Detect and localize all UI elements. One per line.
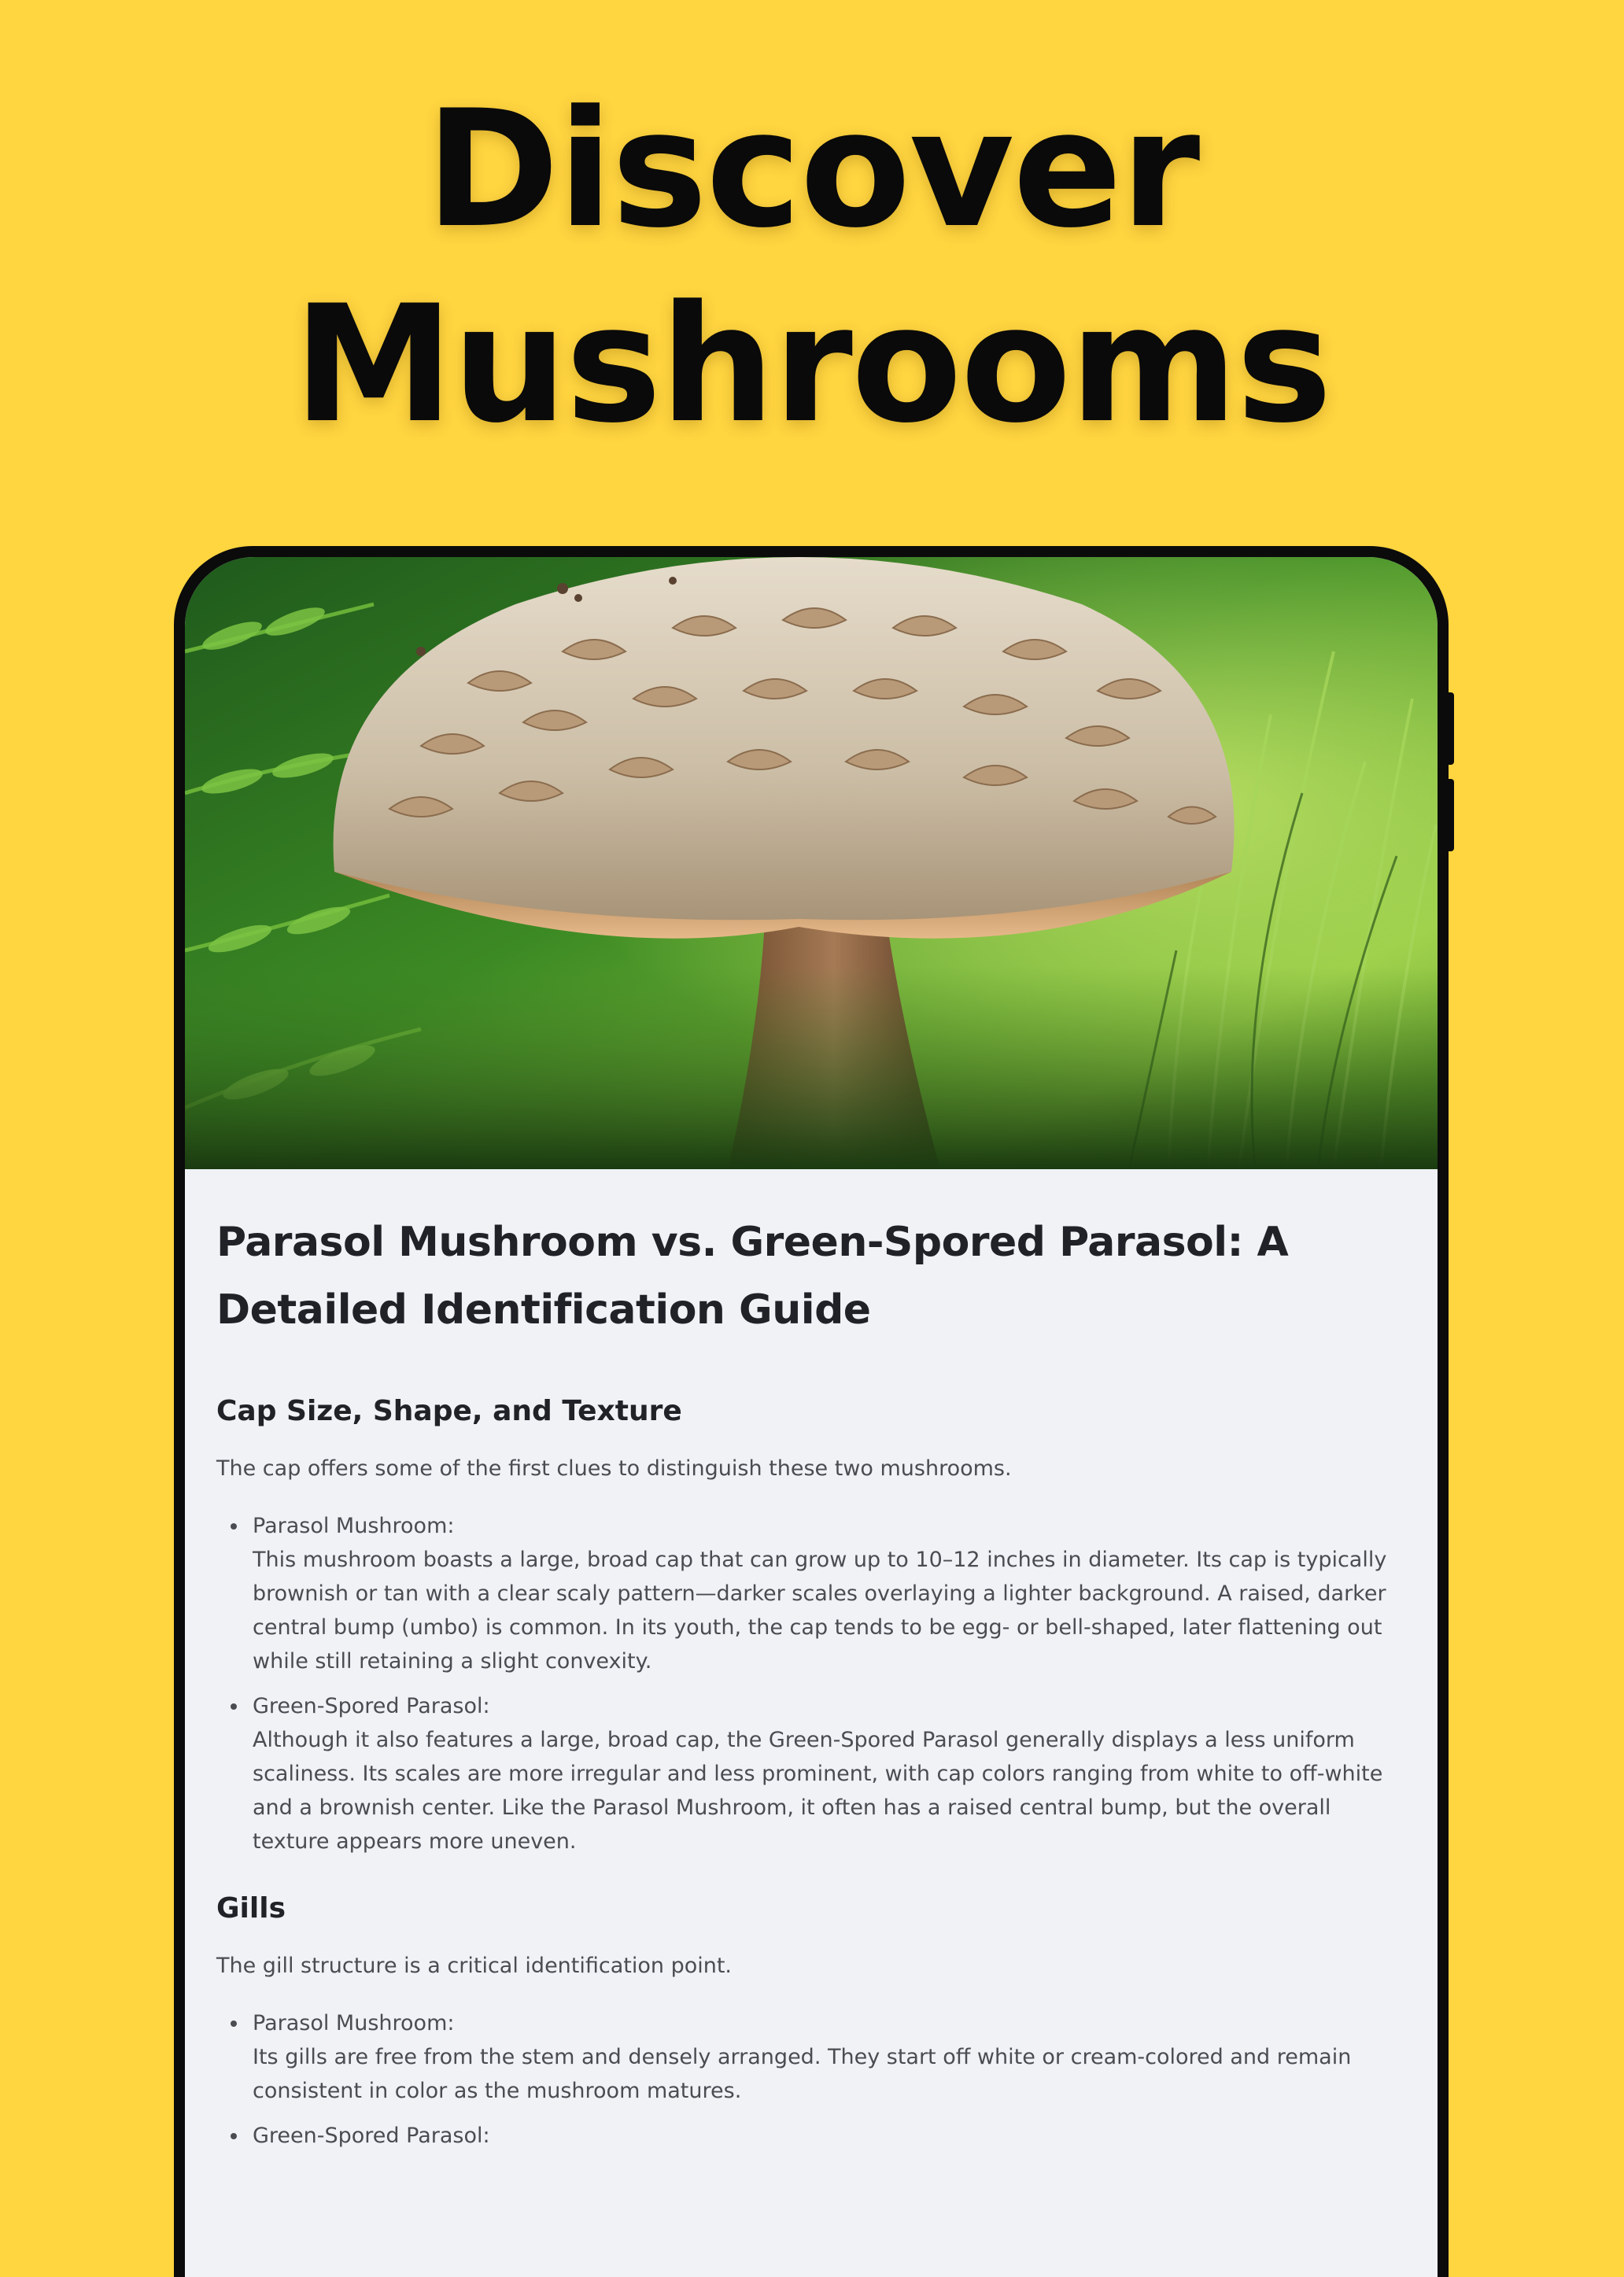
article-title: Parasol Mushroom vs. Green-Spored Parasol: A Detailed Identification Guide: [216, 1219, 1289, 1334]
section-intro-cap: The cap offers some of the first clues to distinguish these two mushrooms.: [216, 1456, 1012, 1481]
section-heading-cap: Cap Size, Shape, and Texture: [216, 1395, 682, 1427]
section-intro-gills: The gill structure is a critical identification point.: [216, 1954, 733, 1978]
list-item: [216, 1509, 1406, 1678]
headline-line-1: Discover: [425, 76, 1199, 264]
bullet-label: Parasol Mushroom:: [253, 2011, 455, 2035]
bullet-list-cap: [216, 1509, 1406, 1858]
tablet-device-frame: [174, 546, 1449, 2277]
device-screen: [185, 557, 1438, 2277]
bullet-dot-icon: [231, 1523, 237, 1530]
bullet-dot-icon: [231, 2021, 237, 2027]
section-heading-gills: Gills: [216, 1892, 286, 1925]
bullet-label: Parasol Mushroom:: [253, 1514, 455, 1538]
list-item: [216, 2119, 1406, 2153]
bullet-label: Green-Spored Parasol:: [253, 2124, 490, 2148]
headline: [0, 72, 1624, 463]
bullet-text: Although it also features a large, broad cap, the Green-Spored Parasol generally displays a less uniform scaliness. Its scales are more irregular and less prominent, with cap colors ranging from white to off-white and a brownish center. Like the Parasol Mushroom, it often has a raised central bump, but the overall texture appears more uneven.: [253, 1728, 1383, 1854]
list-item: [216, 2006, 1406, 2108]
headline-line-2: Mushrooms: [293, 271, 1331, 459]
bullet-label: Green-Spored Parasol:: [253, 1694, 490, 1718]
parasol-mushroom-illustration: [185, 557, 1438, 1169]
bullet-list-gills: [216, 2006, 1406, 2153]
bullet-dot-icon: [231, 2133, 237, 2139]
bullet-text: This mushroom boasts a large, broad cap that can grow up to 10–12 inches in diameter. Its cap is typically brownish or tan with a clear scaly pattern—darker scales overlaying a lighter background. A raised, darker central bump (umbo) is common. In its youth, the cap tends to be egg- or bell-shaped, later flattening out while still retaining a slight convexity.: [253, 1548, 1387, 1674]
bullet-dot-icon: [231, 1703, 237, 1710]
hero-image: [185, 557, 1438, 1169]
list-item: [216, 1689, 1406, 1858]
article: [185, 1169, 1438, 2153]
bullet-text: Its gills are free from the stem and densely arranged. They start off white or cream-colored and remain consistent in color as the mushroom matures.: [253, 2045, 1352, 2103]
